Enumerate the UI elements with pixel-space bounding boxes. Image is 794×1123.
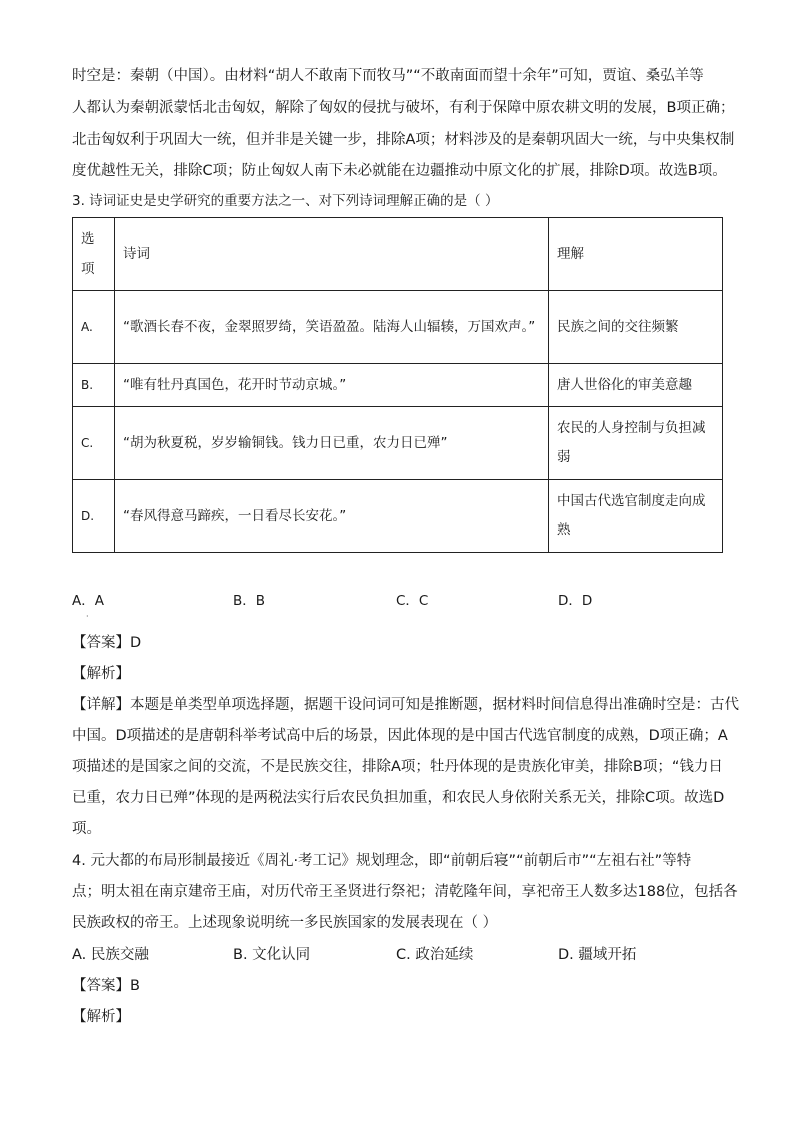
q4-stem-line-3: 民族政权的帝王。上述现象说明统一多民族国家的发展表现在（ ） <box>72 915 498 931</box>
q3-answer: 【答案】D <box>72 635 142 651</box>
q3-stem: 3. 诗词证史是史学研究的重要方法之一、对下列诗词理解正确的是（ ） <box>72 193 499 209</box>
row-option: A. <box>73 291 115 364</box>
q3-detail-line-2: 中国。D项描述的是唐朝科举考试高中后的场景，因此体现的是中国古代选官制度的成熟，D项正确；A <box>72 728 728 744</box>
row-option: C. <box>73 407 115 480</box>
row-poem: “唯有牡丹真国色，花开时节动京城。” <box>115 364 549 407</box>
choice-d[interactable]: D. 疆域开拓 <box>558 947 637 963</box>
q3-detail-line-4: 已重，农力日已殚”体现的是两税法实行后农民负担加重，和农民人身依附关系无关，排除C项。故选D <box>72 790 725 806</box>
row-meaning: 唐人世俗化的审美意趣 <box>549 364 723 407</box>
choice-c[interactable]: C．C <box>396 593 429 609</box>
choice-a[interactable]: A．A <box>72 593 104 609</box>
row-meaning: 农民的人身控制与负担减弱 <box>549 407 723 480</box>
table-row <box>73 291 723 364</box>
q4-stem-line-2: 点；明太祖在南京建帝王庙，对历代帝王圣贤进行祭祀；清乾隆年间，享祀帝王人数多达188位，包括各 <box>72 884 738 900</box>
header-meaning: 理解 <box>549 218 723 291</box>
table-row <box>73 364 723 407</box>
row-meaning: 中国古代选官制度走向成熟 <box>549 480 723 553</box>
choice-d[interactable]: D．D <box>558 593 593 609</box>
choice-c[interactable]: C. 政治延续 <box>396 947 474 963</box>
row-poem: “春风得意马蹄疾，一日看尽长安花。” <box>115 480 549 553</box>
choice-b[interactable]: B．B <box>233 593 266 609</box>
row-option: D. <box>73 480 115 553</box>
row-meaning: 民族之间的交往频繁 <box>549 291 723 364</box>
q2-explanation-line-3: 北击匈奴利于巩固大一统，但并非是关键一步，排除A项；材料涉及的是秦朝巩固大一统，与中央集权制 <box>72 132 735 148</box>
choice-b[interactable]: B. 文化认同 <box>233 947 311 963</box>
q2-explanation-line-4: 度优越性无关，排除C项；防止匈奴人南下未必就能在边疆推动中原文化的扩展，排除D项。故选B项。 <box>72 163 727 179</box>
q3-detail-line-5: 项。 <box>72 821 101 837</box>
choice-a[interactable]: A. 民族交融 <box>72 947 149 963</box>
table-row <box>73 407 723 480</box>
q3-detail-line-3: 项描述的是国家之间的交流，不是民族交往，排除A项；牡丹体现的是贵族化审美，排除B项；“钱力日 <box>72 759 723 775</box>
row-option: B. <box>73 364 115 407</box>
q3-analysis-label: 【解析】 <box>72 666 130 682</box>
q3-detail-line-1: 【详解】本题是单类型单项选择题，据题干设问词可知是推断题，据材料时间信息得出准确时空是：古代 <box>72 697 739 713</box>
q4-answer: 【答案】B <box>72 978 140 994</box>
table-row <box>73 480 723 553</box>
q2-explanation-line-2: 人都认为秦朝派蒙恬北击匈奴，解除了匈奴的侵扰与破坏，有利于保障中原农耕文明的发展，B项正确； <box>72 100 735 116</box>
table-header-row <box>73 218 723 291</box>
small-dot-mark: · <box>86 612 89 621</box>
header-option: 选项 <box>73 218 115 291</box>
q4-analysis-label: 【解析】 <box>72 1009 130 1025</box>
row-poem: “歌酒长春不夜，金翠照罗绮，笑语盈盈。陆海人山辐辏，万国欢声。” <box>115 291 549 364</box>
header-poem: 诗词 <box>115 218 549 291</box>
q2-explanation-line-1: 时空是：秦朝（中国）。由材料“胡人不敢南下而牧马”“不敢南面而望十余年”可知，贾谊、桑弘羊等 <box>72 68 704 84</box>
q3-options-table <box>72 217 723 553</box>
row-poem: “胡为秋夏税，岁岁输铜钱。钱力日已重，农力日已殚” <box>115 407 549 480</box>
q4-stem-line-1: 4. 元大都的布局形制最接近《周礼·考工记》规划理念，即“前朝后寝”“前朝后市”“左祖右社”等特 <box>72 853 692 869</box>
